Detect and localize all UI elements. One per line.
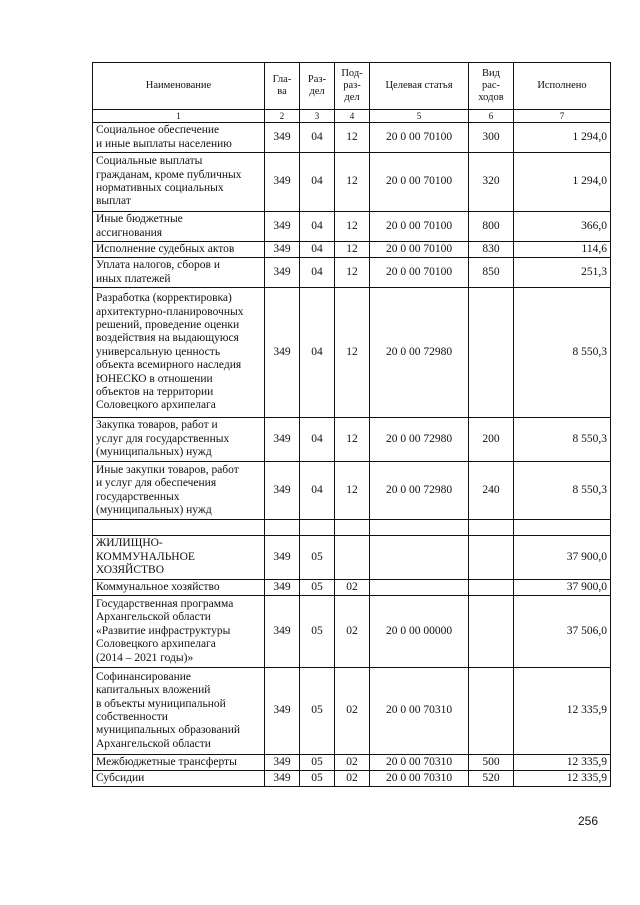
row-chapter: 349 [265,596,300,668]
row-subsection: 02 [335,596,370,668]
row-chapter: 349 [265,536,300,580]
row-section: 05 [300,771,335,787]
row-name [93,520,265,536]
header-subsection: Под- раз- дел [335,63,370,110]
table-row [93,123,611,153]
row-chapter: 349 [265,462,300,520]
row-section: 04 [300,242,335,258]
row-target: 20 0 00 70100 [370,153,469,212]
row-target [370,536,469,580]
row-expense [469,596,514,668]
row-expense: 800 [469,212,514,242]
row-executed: 8 550,3 [514,418,611,462]
table-row [93,212,611,242]
row-target [370,520,469,536]
row-executed: 1 294,0 [514,123,611,153]
row-name: Иные бюджетные ассигнования [93,212,265,242]
row-subsection: 02 [335,771,370,787]
row-expense: 520 [469,771,514,787]
table-row [93,755,611,771]
row-executed: 37 900,0 [514,536,611,580]
row-executed: 37 506,0 [514,596,611,668]
row-chapter: 349 [265,771,300,787]
column-number-row [93,110,611,123]
row-target: 20 0 00 70310 [370,771,469,787]
row-executed [514,520,611,536]
row-executed: 114,6 [514,242,611,258]
row-subsection: 12 [335,258,370,288]
row-executed: 37 900,0 [514,580,611,596]
row-target: 20 0 00 70100 [370,258,469,288]
row-expense: 200 [469,418,514,462]
row-target: 20 0 00 70100 [370,212,469,242]
row-subsection: 02 [335,668,370,755]
row-name: Социальные выплаты гражданам, кроме публичных нормативных социальных выплат [93,153,265,212]
table-row [93,520,611,536]
row-subsection: 12 [335,462,370,520]
row-chapter: 349 [265,212,300,242]
row-subsection: 12 [335,242,370,258]
row-section: 05 [300,580,335,596]
table-row [93,596,611,668]
header-section: Раз- дел [300,63,335,110]
page-number: 256 [578,814,599,828]
row-name: Коммунальное хозяйство [93,580,265,596]
row-name: Государственная программа Архангельской области «Развитие инфраструктуры Соловецкого архипелага (2014 – 2021 годы)» [93,596,265,668]
row-name: Социальное обеспечение и иные выплаты населению [93,123,265,153]
row-executed: 366,0 [514,212,611,242]
row-section: 05 [300,668,335,755]
row-executed: 12 335,9 [514,668,611,755]
table-row [93,242,611,258]
column-number: 7 [514,110,611,123]
table-row [93,771,611,787]
row-executed: 251,3 [514,258,611,288]
row-subsection: 12 [335,288,370,418]
row-subsection: 12 [335,418,370,462]
row-subsection: 12 [335,153,370,212]
header-name: Наименование [93,63,265,110]
row-name: Субсидии [93,771,265,787]
row-name: Исполнение судебных актов [93,242,265,258]
row-chapter: 349 [265,580,300,596]
row-section: 05 [300,755,335,771]
row-section: 04 [300,258,335,288]
row-section: 04 [300,418,335,462]
row-target: 20 0 00 70310 [370,755,469,771]
row-name: Межбюджетные трансферты [93,755,265,771]
row-target: 20 0 00 00000 [370,596,469,668]
row-expense: 300 [469,123,514,153]
header-executed: Исполнено [514,63,611,110]
row-subsection [335,536,370,580]
header-row [93,63,611,110]
row-expense: 320 [469,153,514,212]
row-chapter: 349 [265,668,300,755]
header-target: Целевая статья [370,63,469,110]
row-section [300,520,335,536]
row-chapter: 349 [265,288,300,418]
row-executed: 12 335,9 [514,771,611,787]
column-number: 4 [335,110,370,123]
row-target: 20 0 00 72980 [370,288,469,418]
row-executed: 12 335,9 [514,755,611,771]
header-expense: Вид рас- ходов [469,63,514,110]
column-number: 1 [93,110,265,123]
column-number: 6 [469,110,514,123]
row-target: 20 0 00 72980 [370,418,469,462]
table-row [93,418,611,462]
table-row [93,536,611,580]
row-chapter: 349 [265,123,300,153]
row-target: 20 0 00 70310 [370,668,469,755]
row-target: 20 0 00 70100 [370,123,469,153]
budget-table [92,62,611,787]
row-chapter: 349 [265,258,300,288]
row-chapter: 349 [265,153,300,212]
row-section: 04 [300,462,335,520]
row-subsection: 12 [335,212,370,242]
row-section: 05 [300,596,335,668]
table-row [93,462,611,520]
row-expense [469,288,514,418]
row-name: ЖИЛИЩНО- КОММУНАЛЬНОЕ ХОЗЯЙСТВО [93,536,265,580]
row-executed: 1 294,0 [514,153,611,212]
row-target: 20 0 00 72980 [370,462,469,520]
row-section: 04 [300,153,335,212]
column-number: 2 [265,110,300,123]
row-name: Иные закупки товаров, работ и услуг для обеспечения государственных (муниципальных) нужд [93,462,265,520]
column-number: 3 [300,110,335,123]
row-executed: 8 550,3 [514,288,611,418]
row-subsection: 02 [335,580,370,596]
row-expense: 830 [469,242,514,258]
row-expense [469,668,514,755]
table-row [93,288,611,418]
row-expense: 240 [469,462,514,520]
column-number: 5 [370,110,469,123]
table-row [93,580,611,596]
row-expense: 850 [469,258,514,288]
row-name: Софинансирование капитальных вложений в объекты муниципальной собственности муниципальных образований Архангельской области [93,668,265,755]
row-subsection: 12 [335,123,370,153]
row-chapter: 349 [265,755,300,771]
table-row [93,258,611,288]
row-executed: 8 550,3 [514,462,611,520]
header-chapter: Гла- ва [265,63,300,110]
row-chapter [265,520,300,536]
row-expense [469,520,514,536]
row-section: 04 [300,288,335,418]
row-subsection: 02 [335,755,370,771]
row-expense [469,580,514,596]
row-target [370,580,469,596]
row-target: 20 0 00 70100 [370,242,469,258]
row-chapter: 349 [265,242,300,258]
row-name: Закупка товаров, работ и услуг для государственных (муниципальных) нужд [93,418,265,462]
row-subsection [335,520,370,536]
row-expense [469,536,514,580]
row-name: Разработка (корректировка) архитектурно-планировочных решений, проведение оценки воздействия на выдающуюся универсальную ценность объекта всемирного наследия ЮНЕСКО в отношении объектов на территории Соловецкого архипелага [93,288,265,418]
row-chapter: 349 [265,418,300,462]
row-expense: 500 [469,755,514,771]
row-section: 04 [300,123,335,153]
table-row [93,668,611,755]
row-section: 04 [300,212,335,242]
table-row [93,153,611,212]
row-name: Уплата налогов, сборов и иных платежей [93,258,265,288]
row-section: 05 [300,536,335,580]
